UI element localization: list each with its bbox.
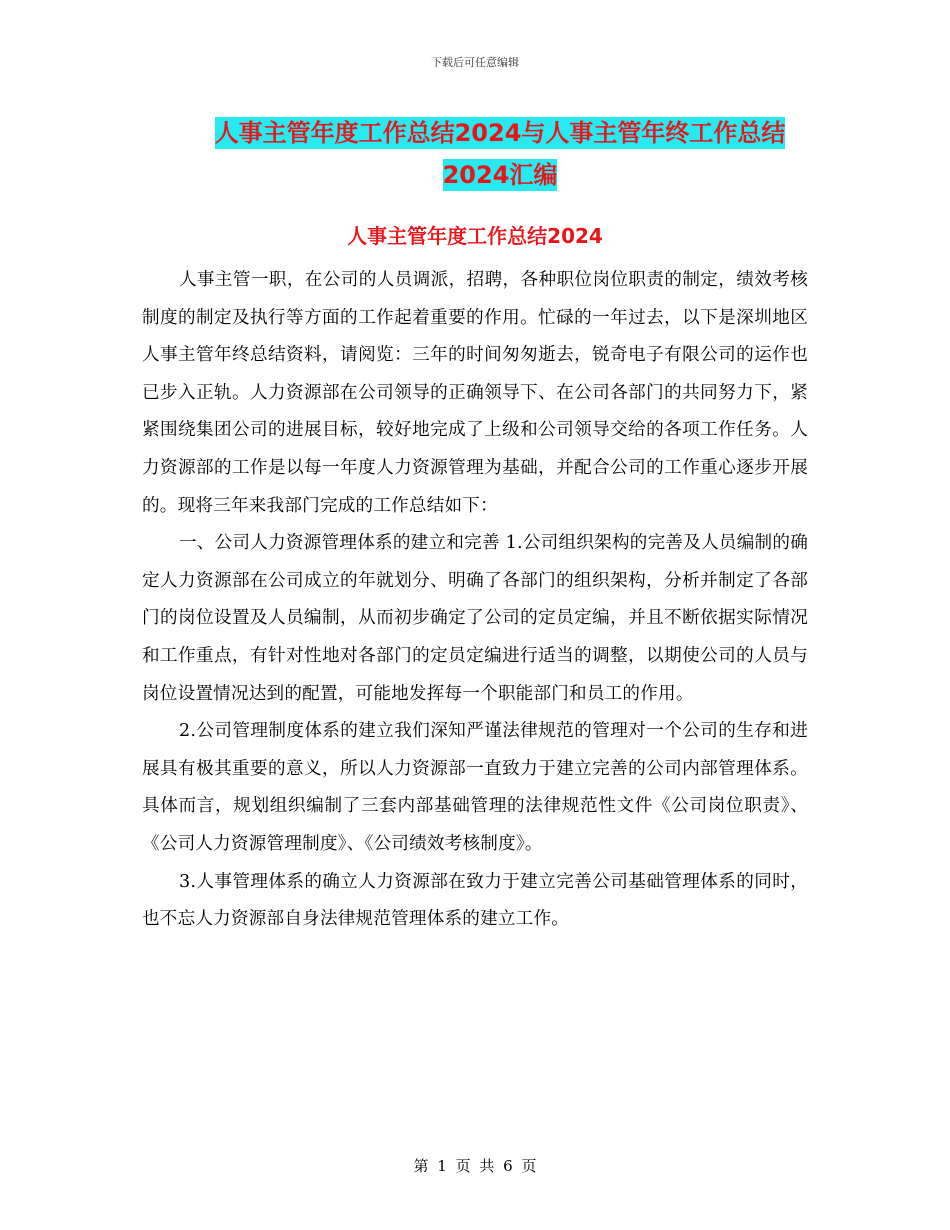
document-title (140, 112, 860, 196)
title-line-2: 2024汇编 (442, 161, 558, 189)
paragraph: 一、公司人力资源管理体系的建立和完善 1.公司组织架构的完善及人员编制的确定人力资源部在公司成立的年就划分、明确了各部门的组织架构，分析并制定了各部门的岗位设置及人员编制，从而初步确定了公司的定员定编，并且不断依据实际情况和工作重点，有针对性地对各部门的定员定编进行适当的调整，以期使公司的人员与岗位设置情况达到的配置，可能地发挥每一个职能部门和员工的作用。 (142, 533, 808, 704)
title-line-1: 人事主管年度工作总结2024与人事主管年终工作总结 (214, 119, 786, 147)
body-text (142, 262, 808, 939)
paragraph: 3.人事管理体系的确立人力资源部在致力于建立完善公司基础管理体系的同时，也不忘人力资源部自身法律规范管理体系的建立工作。 (142, 871, 808, 930)
paragraph: 人事主管一职，在公司的人员调派，招聘，各种职位岗位职责的制定，绩效考核制度的制定及执行等方面的工作起着重要的作用。忙碌的一年过去，以下是深圳地区人事主管年终总结资料，请阅览：三年的时间匆匆逝去，锐奇电子有限公司的运作也已步入正轨。人力资源部在公司领导的正确领导下、在公司各部门的共同努力下，紧紧围绕集团公司的进展目标，较好地完成了上级和公司领导交给的各项工作任务。人力资源部的工作是以每一年度人力资源管理为基础，并配合公司的工作重心逐步开展的。现将三年来我部门完成的工作总结如下： (142, 270, 808, 516)
paragraph: 2.公司管理制度体系的建立我们深知严谨法律规范的管理对一个公司的生存和进展具有极其重要的意义，所以人力资源部一直致力于建立完善的公司内部管理体系。具体而言，规划组织编制了三套内部基础管理的法律规范性文件《公司岗位职责》、《公司人力资源管理制度》、《公司绩效考核制度》。 (142, 721, 808, 854)
section-title: 人事主管年度工作总结2024 (347, 224, 603, 248)
header-note: 下载后可任意编辑 (431, 56, 519, 69)
page-footer: 第 1 页 共 6 页 (413, 1157, 537, 1175)
